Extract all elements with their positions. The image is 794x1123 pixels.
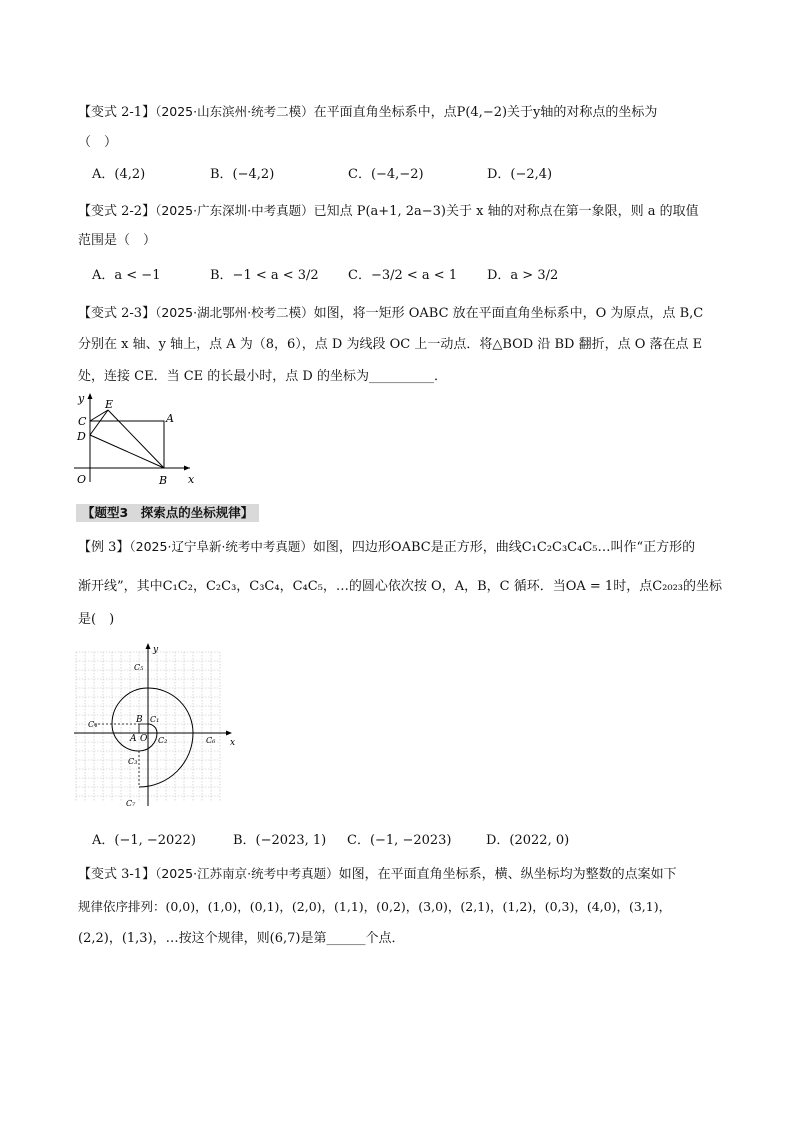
- question-2-2: [78, 203, 699, 220]
- x-axis-arrow: [226, 731, 232, 736]
- question-source: （2025·辽宁阜新·统考中考真题）: [129, 539, 313, 554]
- label-c2: C₂: [158, 736, 168, 745]
- option-a: A．(−1, −2022): [92, 833, 196, 848]
- question-source: （2025·广东深圳·中考真题）: [155, 203, 314, 218]
- question-text: 在平面直角坐标系中，点P(4,−2)关于y轴的对称点的坐标为: [313, 105, 658, 120]
- question-text-cont: 处，连接 CE．当 CE 的长最小时，点 D 的坐标为__________．: [78, 369, 447, 384]
- label-x: x: [230, 738, 236, 748]
- label-a: A: [166, 412, 174, 425]
- question-source: （2025·山东滨州·统考二模）: [155, 104, 314, 119]
- involute-figure: [72, 640, 240, 810]
- label-c1: C₁: [150, 715, 160, 724]
- label-d: D: [77, 430, 86, 443]
- segment-db: [90, 435, 164, 468]
- label-c5: C₅: [134, 663, 144, 672]
- option-a: A．a < −1: [92, 268, 161, 283]
- y-axis-arrow: [88, 393, 93, 399]
- rectangle-figure: [72, 390, 202, 490]
- label-a: A: [130, 734, 137, 744]
- label-b: B: [136, 715, 143, 725]
- option-c: C．(−4,−2): [348, 167, 424, 182]
- question-text-cont: 是( ): [78, 612, 115, 627]
- question-text-cont: 渐开线”，其中C₁C₂，C₂C₃，C₃C₄，C₄C₅，…的圆心依次按 O，A，B，C 循环．当OA = 1时，点C₂₀₂₃的坐标: [78, 579, 722, 594]
- segment-ce: [90, 410, 108, 421]
- option-a: A．(4,2): [92, 167, 146, 182]
- label-b: B: [159, 474, 168, 487]
- label-o: O: [77, 473, 87, 486]
- question-tag: 【例 3】: [78, 540, 130, 555]
- question-text: 如图，在平面直角坐标系，横、纵坐标均为整数的点案如下: [338, 867, 677, 882]
- option-d: D．(2022, 0): [486, 833, 570, 848]
- option-c: C．(−1, −2023): [347, 833, 452, 848]
- involute-curve: [112, 688, 193, 787]
- section-heading: 【题型3 探索点的坐标规律】: [76, 504, 259, 522]
- question-3-1: [78, 866, 677, 883]
- label-c: C: [78, 415, 87, 428]
- question-source: （2025·湖北鄂州·校考二模）: [155, 305, 314, 320]
- label-e: E: [105, 398, 114, 411]
- option-d: D．a > 3/2: [487, 268, 559, 283]
- question-text-cont: 规律依序排列：(0,0)，(1,0)，(0,1)，(2,0)，(1,1)，(0,2)，(3,0)，(2,1)，(1,2)，(0,3)，(4,0)，(3,1)，: [78, 899, 672, 914]
- question-tag: 【变式 2-1】: [78, 105, 156, 120]
- question-source: （2025·江苏南京·统考中考真题）: [155, 866, 339, 881]
- answer-blank: （ ）: [78, 135, 118, 150]
- question-tag: 【变式 2-2】: [78, 204, 156, 219]
- question-text-cont: 范围是（ ）: [78, 233, 157, 248]
- option-d: D．(−2,4): [487, 167, 553, 182]
- y-axis-arrow: [146, 643, 151, 649]
- label-c7: C₇: [126, 799, 136, 808]
- label-c3: C₃: [128, 757, 138, 766]
- label-c4: C₄: [88, 720, 98, 729]
- question-text: 如图，将一矩形 OABC 放在平面直角坐标系中，O 为原点，点 B,C: [313, 306, 704, 321]
- label-y: y: [153, 645, 159, 655]
- x-axis-arrow: [184, 466, 190, 471]
- rectangle-oabc: [90, 421, 164, 468]
- question-text-cont: 分别在 x 轴、y 轴上，点 A 为（8，6），点 D 为线段 OC 上一动点．将△BOD 沿 BD 翻折，点 O 落在点 E: [78, 337, 703, 352]
- option-b: B．(−4,2): [210, 167, 275, 182]
- square-oabc: [139, 724, 148, 733]
- example-3: [78, 539, 695, 556]
- question-text: 已知点 P(a+1, 2a−3)关于 x 轴的对称点在第一象限，则 a 的取值: [313, 204, 699, 219]
- option-c: C．−3/2 < a < 1: [348, 268, 458, 283]
- segment-de: [90, 410, 108, 435]
- question-text: 如图，四边形OABC是正方形，曲线C₁C₂C₃C₄C₅…叫作“正方形的: [312, 540, 696, 555]
- question-text-cont: (2,2)，(1,3)，…按这个规律，则(6,7)是第______个点．: [78, 931, 405, 946]
- label-c6: C₆: [206, 736, 216, 745]
- label-o: O: [140, 734, 148, 744]
- label-y: y: [78, 392, 85, 405]
- option-b: B．(−2023, 1): [233, 833, 327, 848]
- question-tag: 【变式 3-1】: [78, 867, 156, 882]
- segment-eb: [108, 410, 164, 468]
- question-2-3: [78, 305, 703, 322]
- option-b: B．−1 < a < 3/2: [210, 268, 319, 283]
- label-x: x: [188, 473, 195, 486]
- question-2-1: [78, 104, 657, 121]
- question-tag: 【变式 2-3】: [78, 306, 156, 321]
